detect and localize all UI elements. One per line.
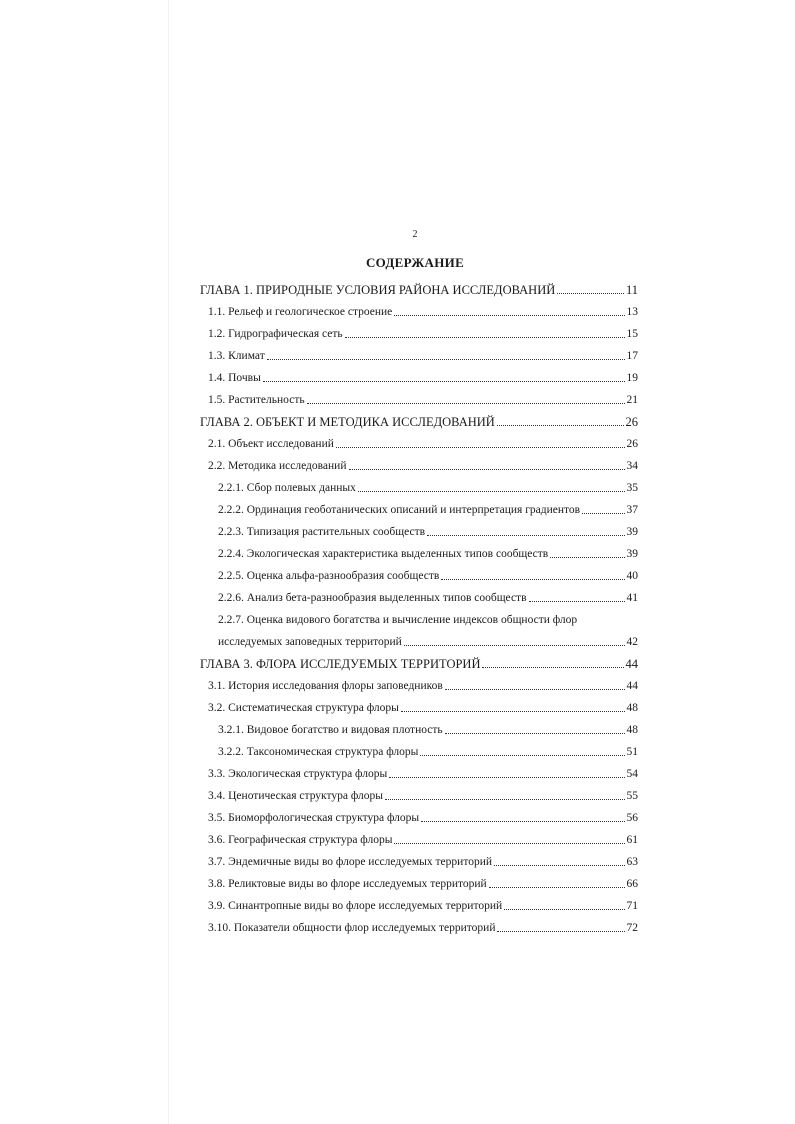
- toc-dot-leader: [529, 601, 625, 602]
- toc-section-entry: [200, 517, 638, 539]
- toc-entry-title: 2.2.3. Типизация растительных сообществ: [218, 526, 426, 538]
- toc-entry-page: 55: [626, 790, 638, 802]
- toc-section-entry: [200, 297, 638, 319]
- toc-entry-page: 61: [626, 834, 638, 846]
- toc-entry-title: ГЛАВА 3. ФЛОРА ИССЛЕДУЕМЫХ ТЕРРИТОРИЙ: [200, 657, 481, 671]
- page-number: 2: [412, 229, 418, 240]
- toc-entry-title: 1.3. Климат: [208, 350, 265, 362]
- toc-dot-leader: [557, 293, 624, 294]
- toc-section-entry: [200, 693, 638, 715]
- toc-section-entry: [200, 737, 638, 759]
- toc-entry-page: 13: [626, 306, 638, 318]
- toc-entry-page: 71: [626, 900, 638, 912]
- toc-entry-title: 1.2. Гидрографическая сеть: [208, 328, 343, 340]
- toc-dot-leader: [336, 447, 625, 448]
- toc-section-entry: [200, 803, 638, 825]
- toc-entry-title: 2.2.2. Ординация геоботанических описаний и интерпретация градиентов: [218, 504, 581, 516]
- toc-section-entry: [200, 825, 638, 847]
- toc-dot-leader: [358, 491, 625, 492]
- toc-dot-leader: [345, 337, 625, 338]
- toc-entry-title: 1.5. Растительность: [208, 394, 305, 406]
- toc-dot-leader: [394, 315, 624, 316]
- toc-dot-leader: [489, 887, 625, 888]
- toc-entry-title: 2.2.1. Сбор полевых данных: [218, 482, 356, 494]
- toc-entry-page: 15: [626, 328, 638, 340]
- toc-entry-page: 26: [626, 438, 638, 450]
- toc-chapter-entry: [200, 407, 638, 429]
- toc-dot-leader: [404, 645, 625, 646]
- toc-entry-page: 39: [626, 526, 638, 538]
- toc-dot-leader: [421, 821, 624, 822]
- table-of-contents: [200, 275, 638, 935]
- toc-entry-page: 26: [625, 415, 638, 429]
- toc-entry-title: исследуемых заповедных территорий: [218, 636, 402, 648]
- toc-dot-leader: [389, 777, 624, 778]
- toc-entry-title: 3.2.2. Таксономическая структура флоры: [218, 746, 419, 758]
- toc-dot-leader: [445, 689, 625, 690]
- toc-entry-title: 3.7. Эндемичные виды во флоре исследуемых территорий: [208, 856, 493, 868]
- toc-entry-page: 51: [626, 746, 638, 758]
- toc-entry-title: 2.2. Методика исследований: [208, 460, 347, 472]
- toc-section-entry: [200, 319, 638, 341]
- toc-section-entry: [200, 473, 638, 495]
- toc-entry-title: 3.10. Показатели общности флор исследуемых территорий: [208, 922, 496, 934]
- toc-entry-page: 41: [626, 592, 638, 604]
- toc-entry-page: 19: [626, 372, 638, 384]
- toc-entry-page: 21: [626, 394, 638, 406]
- toc-entry-title: ГЛАВА 1. ПРИРОДНЫЕ УСЛОВИЯ РАЙОНА ИССЛЕДОВАНИЙ: [200, 283, 556, 297]
- toc-dot-leader: [497, 425, 624, 426]
- toc-entry-title: 2.2.5. Оценка альфа-разнообразия сообществ: [218, 570, 440, 582]
- toc-dot-leader: [482, 667, 623, 668]
- toc-entry-page: 72: [626, 922, 638, 934]
- toc-entry-page: 44: [626, 680, 638, 692]
- toc-entry-page: 34: [626, 460, 638, 472]
- toc-dot-leader: [401, 711, 625, 712]
- toc-chapter-entry: [200, 649, 638, 671]
- toc-section-entry: [200, 341, 638, 363]
- toc-section-entry: [200, 583, 638, 605]
- toc-entry-title: 3.6. Географическая структура флоры: [208, 834, 393, 846]
- toc-dot-leader: [420, 755, 624, 756]
- toc-entry-page: 54: [626, 768, 638, 780]
- toc-entry-page: 44: [625, 657, 638, 671]
- toc-entry-page: 37: [626, 504, 638, 516]
- toc-section-entry: [200, 495, 638, 517]
- toc-dot-leader: [441, 579, 624, 580]
- toc-dot-leader: [582, 513, 624, 514]
- toc-entry-title: 3.1. История исследования флоры заповедников: [208, 680, 443, 692]
- toc-section-entry: [200, 429, 638, 451]
- toc-section-entry: [200, 385, 638, 407]
- toc-entry-title: 3.2. Систематическая структура флоры: [208, 702, 399, 714]
- page-edge-shadow: [168, 0, 169, 1124]
- toc-entry-title: 3.8. Реликтовые виды во флоре исследуемых территорий: [208, 878, 487, 890]
- toc-dot-leader: [497, 931, 624, 932]
- toc-entry-page: 11: [625, 283, 638, 297]
- toc-section-entry: [200, 759, 638, 781]
- toc-dot-leader: [445, 733, 625, 734]
- toc-entry-page: 66: [626, 878, 638, 890]
- toc-entry-page: 48: [626, 724, 638, 736]
- toc-section-entry: [200, 605, 638, 627]
- toc-entry-title: ГЛАВА 2. ОБЪЕКТ И МЕТОДИКА ИССЛЕДОВАНИЙ: [200, 415, 495, 429]
- toc-dot-leader: [349, 469, 625, 470]
- toc-entry-title: 3.2.1. Видовое богатство и видовая плотность: [218, 724, 443, 736]
- toc-dot-leader: [385, 799, 625, 800]
- toc-entry-page: 40: [626, 570, 638, 582]
- toc-section-entry: [200, 451, 638, 473]
- toc-dot-leader: [394, 843, 624, 844]
- toc-dot-leader: [504, 909, 624, 910]
- toc-dot-leader: [267, 359, 625, 360]
- toc-section-entry: [200, 781, 638, 803]
- toc-entry-title: 3.9. Синантропные виды во флоре исследуемых территорий: [208, 900, 503, 912]
- toc-entry-page: 39: [626, 548, 638, 560]
- toc-dot-leader: [263, 381, 625, 382]
- toc-section-entry: [200, 847, 638, 869]
- toc-section-entry: [200, 561, 638, 583]
- toc-entry-title: 3.3. Экологическая структура флоры: [208, 768, 388, 780]
- toc-chapter-entry: [200, 275, 638, 297]
- toc-section-entry: [200, 363, 638, 385]
- toc-entry-page: 17: [626, 350, 638, 362]
- toc-entry-page: 35: [626, 482, 638, 494]
- toc-section-entry: [200, 715, 638, 737]
- toc-dot-leader: [494, 865, 624, 866]
- toc-section-entry: [200, 539, 638, 561]
- toc-heading: СОДЕРЖАНИЕ: [365, 255, 465, 270]
- toc-section-entry: [200, 671, 638, 693]
- toc-dot-leader: [427, 535, 624, 536]
- toc-entry-title: 2.2.7. Оценка видового богатства и вычисление индексов общности флор: [218, 614, 578, 626]
- toc-entry-title: 2.1. Объект исследований: [208, 438, 334, 450]
- toc-entry-title: 3.5. Биоморфологическая структура флоры: [208, 812, 420, 824]
- toc-entry-page: 56: [626, 812, 638, 824]
- toc-section-entry: [200, 627, 638, 649]
- toc-entry-title: 2.2.4. Экологическая характеристика выделенных типов сообществ: [218, 548, 549, 560]
- toc-entry-title: 1.1. Рельеф и геологическое строение: [208, 306, 393, 318]
- toc-section-entry: [200, 891, 638, 913]
- toc-section-entry: [200, 913, 638, 935]
- toc-entry-page: 63: [626, 856, 638, 868]
- toc-entry-page: 42: [626, 636, 638, 648]
- toc-entry-title: 3.4. Ценотическая структура флоры: [208, 790, 383, 802]
- toc-entry-title: 2.2.6. Анализ бета-разнообразия выделенных типов сообществ: [218, 592, 527, 604]
- toc-entry-page: 48: [626, 702, 638, 714]
- toc-section-entry: [200, 869, 638, 891]
- toc-entry-title: 1.4. Почвы: [208, 372, 261, 384]
- toc-dot-leader: [307, 403, 625, 404]
- toc-dot-leader: [550, 557, 624, 558]
